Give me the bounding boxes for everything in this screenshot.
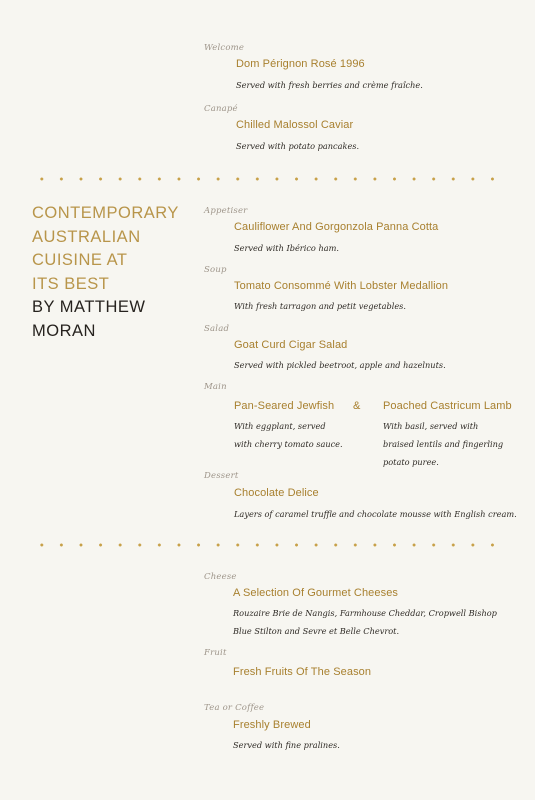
desc-main-option2: braised lentils and fingerling: [383, 439, 504, 449]
category-welcome: Welcome: [204, 43, 245, 53]
dish-dessert: Chocolate Delice: [234, 487, 319, 499]
headline-line: ITS BEST: [32, 274, 110, 293]
headline-line: CUISINE AT: [32, 251, 128, 269]
chef-credit-line: MORAN: [32, 321, 96, 340]
desc-canape: Served with potato pancakes.: [236, 141, 360, 151]
category-main: Main: [204, 382, 227, 392]
dish-salad: Goat Curd Cigar Salad: [234, 339, 348, 351]
dotted-divider: [32, 177, 502, 181]
category-salad: Salad: [204, 324, 230, 334]
dish-appetiser: Cauliflower And Gorgonzola Panna Cotta: [234, 221, 439, 233]
dish-welcome: Dom Pérignon Rosé 1996: [236, 58, 365, 70]
desc-main-option1: With eggplant, served: [234, 421, 326, 431]
category-canape: Canapé: [204, 104, 238, 114]
desc-cheese: Rouzaire Brie de Nangis, Farmhouse Cheddar, Cropwell Bishop: [233, 608, 497, 618]
category-fruit: Fruit: [204, 648, 227, 658]
category-dessert: Dessert: [204, 471, 239, 481]
desc-cheese: Blue Stilton and Sevre et Belle Chevrot.: [233, 626, 400, 636]
desc-main-option2: With basil, served with: [383, 421, 479, 431]
desc-main-option1: with cherry tomato sauce.: [234, 439, 343, 449]
dish-fruit: Fresh Fruits Of The Season: [233, 666, 372, 678]
desc-welcome: Served with fresh berries and crème fraîche.: [236, 80, 423, 90]
dish-cheese: A Selection Of Gourmet Cheeses: [233, 587, 399, 599]
dish-soup: Tomato Consommé With Lobster Medallion: [234, 280, 449, 292]
desc-dessert: Layers of caramel truffle and chocolate mousse with English cream.: [234, 509, 517, 519]
category-cheese: Cheese: [204, 572, 237, 582]
desc-salad: Served with pickled beetroot, apple and hazelnuts.: [234, 360, 446, 370]
desc-soup: With fresh tarragon and petit vegetables.: [234, 301, 406, 311]
dish-tea-coffee: Freshly Brewed: [233, 719, 311, 731]
menu-headline: [32, 202, 207, 343]
desc-appetiser: Served with Ibérico ham.: [234, 243, 339, 253]
category-appetiser: Appetiser: [204, 206, 248, 216]
desc-tea-coffee: Served with fine pralines.: [233, 740, 340, 750]
dish-main-option2: Poached Castricum Lamb: [383, 400, 512, 412]
category-soup: Soup: [204, 265, 227, 275]
desc-main-option2: potato puree.: [383, 457, 439, 467]
dotted-divider: [32, 543, 502, 547]
category-tea-coffee: Tea or Coffee: [204, 703, 265, 713]
chef-credit-line: BY MATTHEW: [32, 298, 146, 316]
headline-line: CONTEMPORARY: [32, 204, 179, 222]
dish-canape: Chilled Malossol Caviar: [236, 119, 354, 131]
dish-main-option1: Pan-Seared Jewfish: [234, 400, 335, 412]
headline-line: AUSTRALIAN: [32, 227, 141, 246]
ampersand-separator: &: [353, 400, 361, 412]
